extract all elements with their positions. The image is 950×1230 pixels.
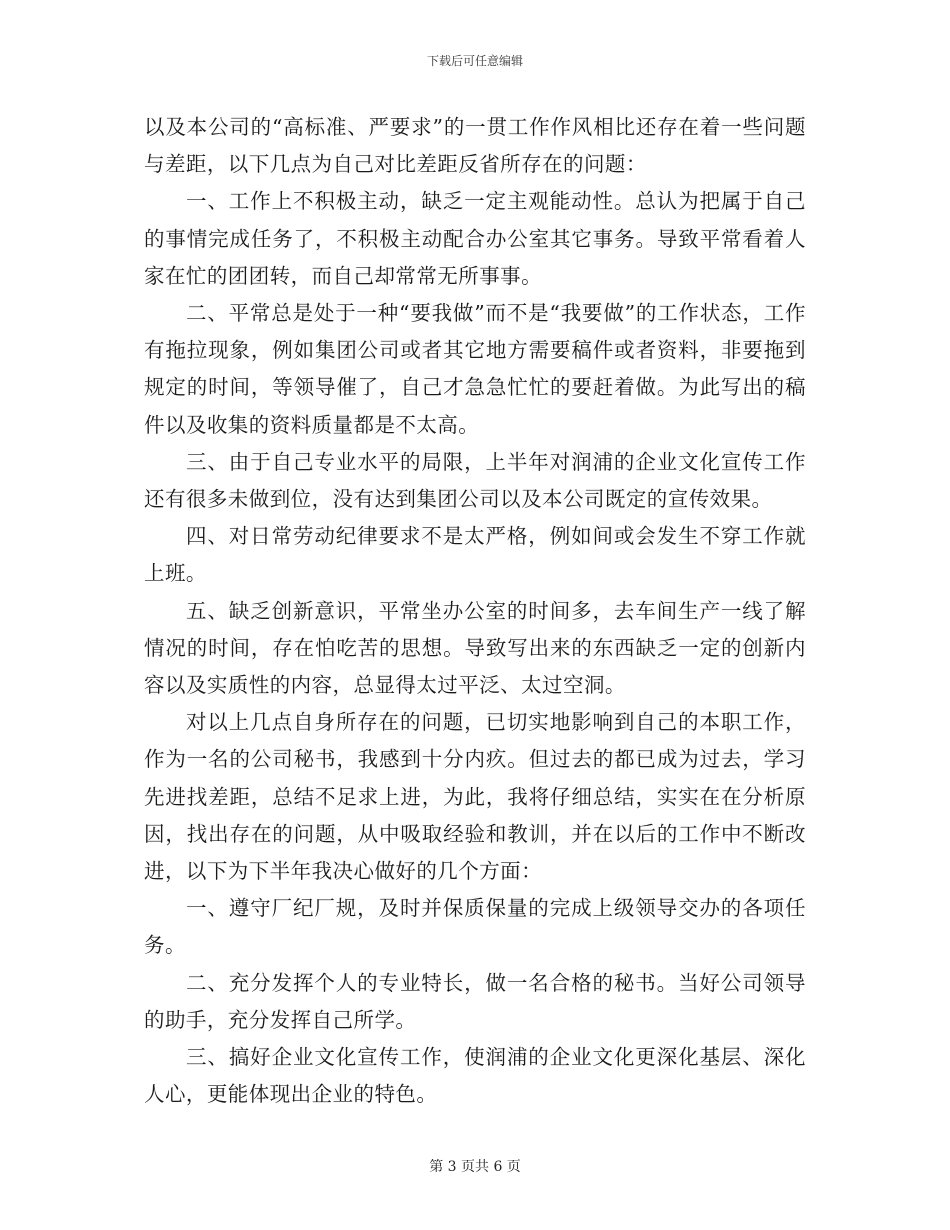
page-number-footer: 第 3 页共 6 页 bbox=[429, 1159, 521, 1175]
paragraph-8: 一、遵守厂纪厂规，及时并保质保量的完成上级领导交办的各项任务。 bbox=[144, 896, 806, 958]
paragraph-4: 三、由于自己专业水平的局限，上半年对润浦的企业文化宣传工作还有很多未做到位，没有达到集团公司以及本公司既定的宣传效果。 bbox=[144, 449, 806, 512]
paragraph-5: 四、对日常劳动纪律要求不是太严格，例如间或会发生不穿工作就上班。 bbox=[144, 524, 806, 586]
paragraph-9: 二、充分发挥个人的专业特长，做一名合格的秘书。当好公司领导的助手，充分发挥自己所学。 bbox=[144, 970, 806, 1032]
paragraph-3: 二、平常总是处于一种“要我做”而不是“我要做”的工作状态，工作有拖拉现象，例如集团公司或者其它地方需要稿件或者资料，非要拖到规定的时间，等领导催了，自己才急急忙忙的要赶着做。为此写出的稿件以及收集的资料质量都是不太高。 bbox=[144, 301, 806, 437]
paragraph-2: 一、工作上不积极主动，缺乏一定主观能动性。总认为把属于自己的事情完成任务了，不积极主动配合办公室其它事务。导致平常看着人家在忙的团团转，而自己却常常无所事事。 bbox=[144, 189, 806, 288]
paragraph-7: 对以上几点自身所存在的问题，已切实地影响到自己的本职工作，作为一名的公司秘书，我感到十分内疚。但过去的都已成为过去，学习先进找差距，总结不足求上进，为此，我将仔细总结，实实在在分析原因，找出存在的问题，从中吸取经验和教训，并在以后的工作中不断改进，以下为下半年我决心做好的几个方面： bbox=[144, 710, 806, 884]
paragraph-6: 五、缺乏创新意识，平常坐办公室的时间多，去车间生产一线了解情况的时间，存在怕吃苦的思想。导致写出来的东西缺乏一定的创新内容以及实质性的内容，总显得太过平泛、太过空洞。 bbox=[144, 598, 806, 698]
paragraph-10: 三、搞好企业文化宣传工作，使润浦的企业文化更深化基层、深化人心，更能体现出企业的特色。 bbox=[144, 1045, 806, 1107]
paragraph-1: 以及本公司的“高标准、严要求”的一贯工作作风相比还存在着一些问题与差距，以下几点为自己对比差距反省所存在的问题： bbox=[144, 115, 806, 177]
page-header: 下载后可任意编辑 bbox=[426, 54, 523, 68]
document-body bbox=[144, 109, 806, 1113]
